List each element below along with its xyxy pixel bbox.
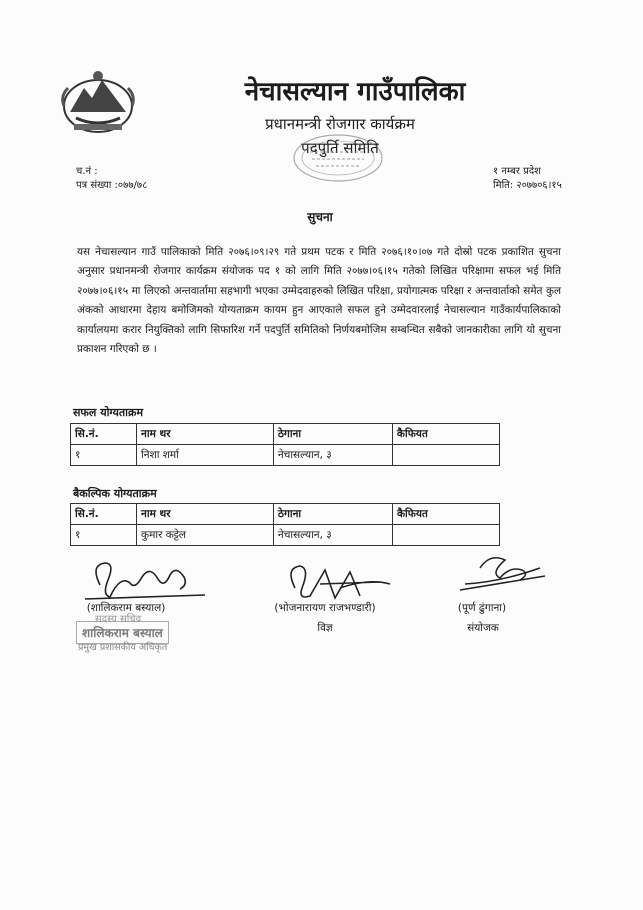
column-header: सि.नं. <box>71 504 137 525</box>
table-cell: १ <box>71 445 137 466</box>
letter-no: पत्र संख्या :०७७/७८ <box>76 180 148 191</box>
notice-body: यस नेचासल्यान गाउँ पालिकाको मिति २०७६।०९।२९ गते प्रथम पटक र मिति २०७६।१०।०७ गते दोस्रो पटक प्रकाशित सुचना अनुसार प्रधानमन्त्री रोजगार कार्यक्रम संयोजक पद १ को लागि मिति २०७७।०६।१५ गतेको लिखित परिक्षामा सफल भई मिति २०७७।०६।१५ मा लिएको अन्तवार्तामा सहभागी भएका उम्मेदवाहरुको लिखित परिक्षा, प्रयोगात्मक परिक्षा र अन्तवार्ताको समेत कुल अंकको आधारमा देहाय बमोजिमको योग्यताक्रम कायम हुन आएकाले सफल हुने उम्मेदवारलाई नेचासल्यान गाउँकार्यपालिकाको कार्यालयमा करार नियुक्तिको लागि सिफारिश गर्ने पदपुर्ति समितिको निर्णयबमोजिम सम्बन्धित सबैको जानकारीका लागि यो सुचना प्रकाशन गरिएको छ । <box>77 246 561 356</box>
table-cell: निशा शर्मा <box>137 445 274 466</box>
office-seal <box>290 132 386 184</box>
signature-coordinator <box>450 548 550 598</box>
column-header: नाम थर <box>137 424 274 445</box>
government-emblem-icon <box>56 66 140 138</box>
signatory-name: (भोजनारायण राजभण्डारी) <box>274 602 376 614</box>
column-header: नाम थर <box>137 504 274 525</box>
ref-no: च.नं : <box>76 166 98 177</box>
column-header: ठेगाना <box>273 424 392 445</box>
signatory-role: सदस्य सचिव <box>95 614 142 625</box>
signatory-name: (पूर्ण ढुंगाना) <box>457 602 507 614</box>
table-title-successful: सफल योग्यताक्रम <box>73 406 144 419</box>
table-header-row <box>71 504 500 525</box>
committee-name: पदपुर्ति समिति <box>301 139 379 157</box>
table-row <box>71 445 500 466</box>
notice-subject: सुचना <box>307 210 333 224</box>
official-stamp-name: शालिकराम बस्याल <box>76 621 169 644</box>
issue-date: मिति: २०७७०६।१५ <box>493 180 562 191</box>
table-cell: नेचासल्यान, ३ <box>273 525 392 546</box>
column-header: ठेगाना <box>273 504 392 525</box>
official-stamp-title: प्रमुख प्रशासकीय अधिकृत <box>78 642 168 653</box>
table-title-alternate: बैकल्पिक योग्यताक्रम <box>73 487 157 500</box>
successful-candidates-table <box>70 423 500 466</box>
province: १ नम्बर प्रदेश <box>493 166 541 177</box>
table-cell: कुमार कट्टेल <box>137 525 274 546</box>
signature-expert <box>280 558 400 606</box>
table-cell <box>392 525 499 546</box>
signature-member-secretary <box>80 555 210 605</box>
alternate-candidates-table <box>70 503 500 546</box>
table-row <box>71 525 500 546</box>
program-name: प्रधानमन्त्री रोजगार कार्यक्रम <box>265 115 415 133</box>
column-header: सि.नं. <box>71 424 137 445</box>
column-header: कैफियत <box>392 424 499 445</box>
table-header-row <box>71 424 500 445</box>
table-cell <box>392 445 499 466</box>
signatory-role: विज्ञ <box>317 622 333 634</box>
table-cell: नेचासल्यान, ३ <box>273 445 392 466</box>
table-cell: १ <box>71 525 137 546</box>
org-name: नेचासल्यान गाउँपालिका <box>244 77 466 107</box>
signatory-role: संयोजक <box>467 622 499 634</box>
column-header: कैफियत <box>392 504 499 525</box>
signatory-name: (शालिकराम बस्याल) <box>86 602 166 614</box>
